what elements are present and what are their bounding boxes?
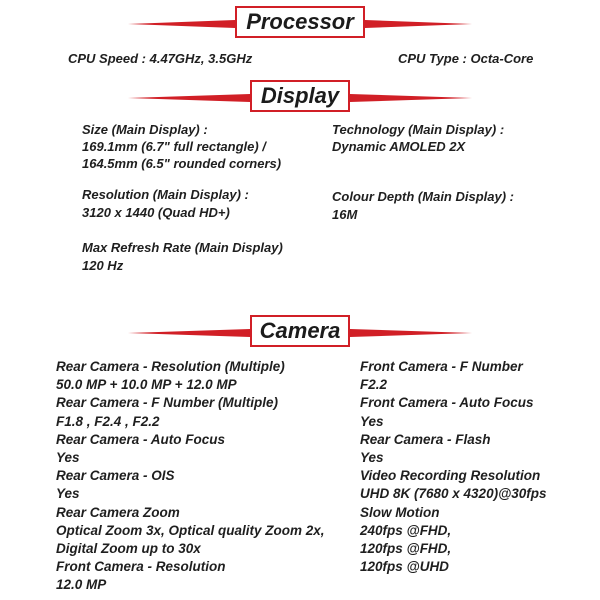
camera-right-line: Rear Camera - Flash <box>360 431 491 447</box>
size-value-1: 169.1mm (6.7" full rectangle) / <box>82 139 266 154</box>
camera-left-line: F1.8 , F2.4 , F2.2 <box>56 413 160 429</box>
camera-left-line: Yes <box>56 486 80 502</box>
refresh-label: Max Refresh Rate (Main Display) <box>82 240 283 255</box>
camera-left-line: Optical Zoom 3x, Optical quality Zoom 2x, <box>56 522 325 538</box>
camera-title: Camera <box>250 315 350 347</box>
camera-right-line: 240fps @FHD, <box>360 522 452 538</box>
size-label: Size (Main Display) : <box>82 122 208 137</box>
camera-left-line: 50.0 MP + 10.0 MP + 12.0 MP <box>56 377 237 393</box>
camera-left-line: Rear Camera Zoom <box>56 504 180 520</box>
technology-value: Dynamic AMOLED 2X <box>332 139 466 154</box>
colour-depth-label: Colour Depth (Main Display) : <box>332 189 514 204</box>
camera-left-line: Yes <box>56 450 80 465</box>
processor-title: Processor <box>235 6 365 38</box>
display-header <box>0 80 600 116</box>
camera-left-line: Rear Camera - Auto Focus <box>56 431 226 447</box>
refresh-value: 120 Hz <box>82 258 124 273</box>
resolution-label: Resolution (Main Display) : <box>82 187 249 202</box>
camera-right-line: 120fps @FHD, <box>360 541 452 556</box>
camera-left-line: 12.0 MP <box>56 577 107 593</box>
cpu-speed: CPU Speed : 4.47GHz, 3.5GHz <box>68 51 253 66</box>
camera-left-line: Rear Camera - OIS <box>56 468 175 484</box>
camera-left-line: Digital Zoom up to 30x <box>56 541 201 556</box>
camera-right-line: UHD 8K (7680 x 4320)@30fps <box>360 486 547 502</box>
camera-header <box>0 315 600 351</box>
processor-header <box>0 6 600 42</box>
camera-left-line: Rear Camera - F Number (Multiple) <box>56 395 279 411</box>
resolution-value: 3120 x 1440 (Quad HD+) <box>82 205 230 220</box>
size-value-2: 164.5mm (6.5" rounded corners) <box>82 156 282 171</box>
technology-label: Technology (Main Display) : <box>332 122 505 137</box>
camera-right-line: Yes <box>360 413 384 429</box>
camera-left-line: Front Camera - Resolution <box>56 559 226 575</box>
camera-left-line: Rear Camera - Resolution (Multiple) <box>56 359 285 374</box>
camera-right-line: Front Camera - Auto Focus <box>360 395 534 411</box>
camera-right-line: Slow Motion <box>360 504 440 520</box>
camera-right-line: F2.2 <box>360 377 388 393</box>
colour-depth-value: 16M <box>332 207 358 222</box>
camera-right-line: Video Recording Resolution <box>360 468 541 484</box>
cpu-type: CPU Type : Octa-Core <box>398 51 534 66</box>
camera-right-line: Front Camera - F Number <box>360 359 523 374</box>
camera-right-line: 120fps @UHD <box>360 559 449 575</box>
display-title: Display <box>250 80 350 112</box>
camera-right-line: Yes <box>360 450 384 465</box>
